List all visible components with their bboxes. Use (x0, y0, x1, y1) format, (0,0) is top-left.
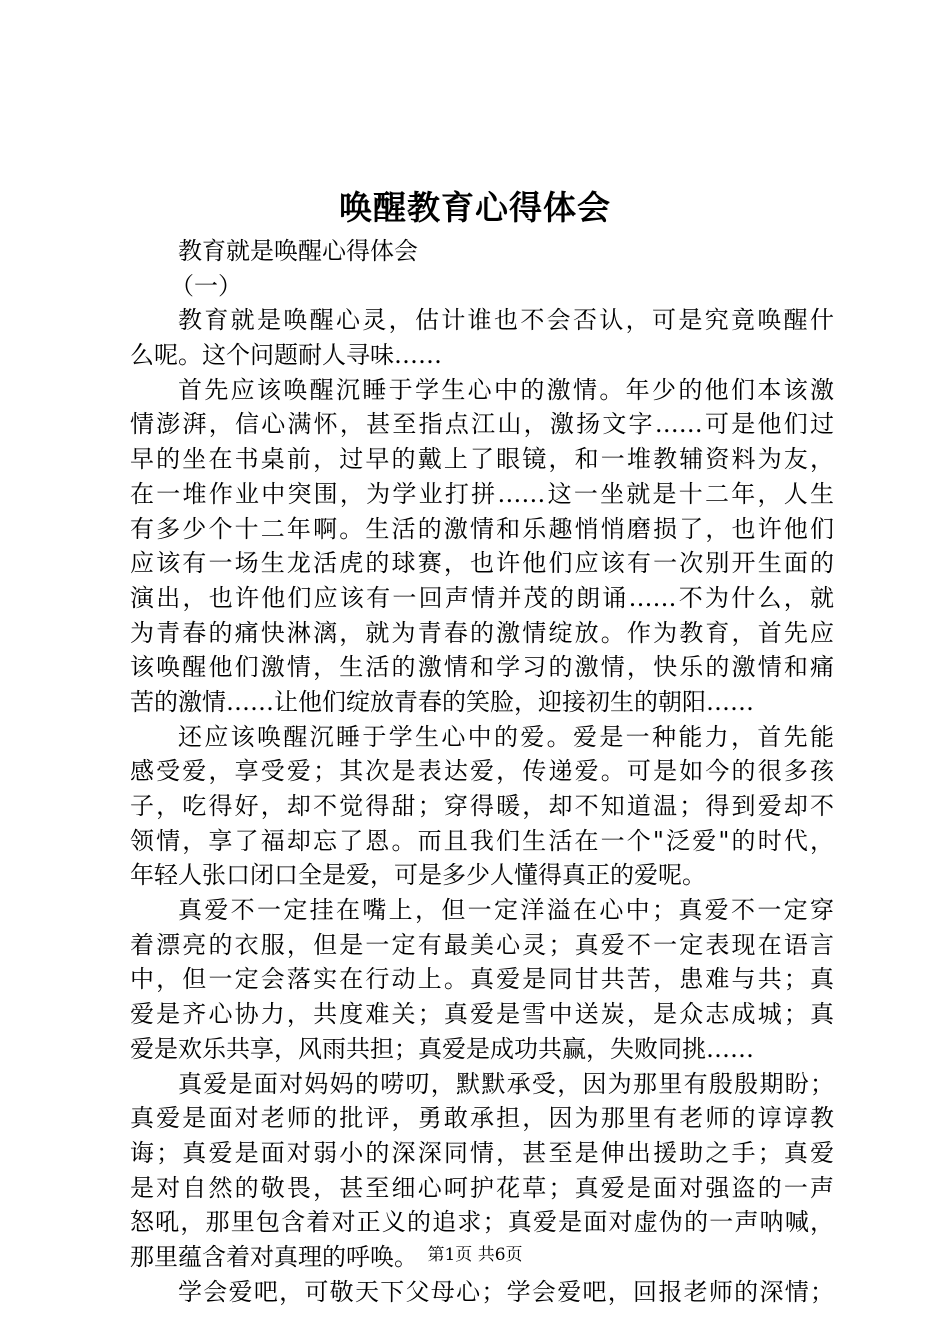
paragraph-line: 在一堆作业中突围，为学业打拼……这一坐就是十二年，人生 (130, 479, 834, 508)
paragraph-line: 该唤醒他们激情，生活的激情和学习的激情，快乐的激情和痛 (130, 653, 834, 682)
paragraph-line: 应该有一场生龙活虎的球赛，也许他们应该有一次别开生面的 (130, 549, 834, 578)
paragraph-line: 感受爱，享受爱；其次是表达爱，传递爱。可是如今的很多孩 (130, 757, 834, 786)
paragraph-line: 有多少个十二年啊。生活的激情和乐趣悄悄磨损了，也许他们 (130, 514, 834, 543)
paragraph-line: 爱是欢乐共享，风雨共担；真爱是成功共赢，失败同挑…… (130, 1034, 754, 1063)
paragraph (130, 720, 834, 893)
paragraph-line: 那里蕴含着对真理的呼唤。 (130, 1242, 418, 1271)
paragraph-line: 怒吼，那里包含着对正义的追求；真爱是面对虚伪的一声呐喊， (130, 1208, 834, 1237)
paragraph-line: 教育就是唤醒心灵，估计谁也不会否认，可是究竟唤醒什 (178, 306, 834, 335)
paragraph-line: 苦的激情……让他们绽放青春的笑脸，迎接初生的朝阳…… (130, 687, 754, 716)
paragraph (130, 373, 834, 720)
paragraph-line: 爱是齐心协力，共度难关；真爱是雪中送炭，是众志成城；真 (130, 1000, 834, 1029)
paragraph-line: 诲；真爱是面对弱小的深深同情，甚至是伸出援助之手；真爱 (130, 1138, 834, 1167)
paragraph-line: 是对自然的敬畏，甚至细心呵护花草；真爱是面对强盗的一声 (130, 1173, 834, 1202)
paragraph-line: 还应该唤醒沉睡于学生心中的爱。爱是一种能力，首先能 (178, 722, 834, 751)
document-subtitle: 教育就是唤醒心得体会 (178, 237, 418, 265)
paragraph-line: 早的坐在书桌前，过早的戴上了眼镜，和一堆教辅资料为友， (130, 445, 834, 474)
paragraph-line: 着漂亮的衣服，但是一定有最美心灵；真爱不一定表现在语言 (130, 930, 834, 959)
paragraph (130, 303, 834, 372)
paragraph-line: 情澎湃，信心满怀，甚至指点江山，激扬文字……可是他们过 (130, 410, 834, 439)
paragraph-container (130, 303, 834, 1309)
paragraph-line: 子，吃得好，却不觉得甜；穿得暖，却不知道温；得到爱却不 (130, 792, 834, 820)
paragraph-line: 首先应该唤醒沉睡于学生心中的激情。年少的他们本该激 (178, 375, 834, 404)
paragraph-line: 真爱是面对老师的批评，勇敢承担，因为那里有老师的谆谆教 (130, 1104, 834, 1133)
section-heading: （一） (170, 271, 242, 300)
paragraph-line: 学会爱吧，可敬天下父母心；学会爱吧，回报老师的深情； (178, 1277, 834, 1306)
paragraph-line: 演出，也许他们应该有一回声情并茂的朗诵……不为什么，就 (130, 583, 834, 612)
document-title: 唤醒教育心得体会 (339, 188, 611, 227)
document-body (130, 234, 834, 1309)
paragraph-line: 中，但一定会落实在行动上。真爱是同甘共苦，患难与共；真 (130, 965, 834, 994)
paragraph-line: 真爱不一定挂在嘴上，但一定洋溢在心中；真爱不一定穿 (178, 896, 834, 925)
paragraph-line: 么呢。这个问题耐人寻味…… (130, 341, 442, 370)
paragraph-line: 领情，享了福却忘了恩。而且我们生活在一个"泛爱"的时代， (130, 826, 834, 855)
paragraph-line: 为青春的痛快淋漓，就为青春的激情绽放。作为教育，首先应 (130, 618, 834, 647)
page-footer: 第1页 共6页 (427, 1245, 523, 1265)
paragraph-line: 真爱是面对妈妈的唠叨，默默承受，因为那里有殷殷期盼； (178, 1069, 834, 1098)
paragraph (130, 893, 834, 1066)
paragraph (130, 1275, 834, 1310)
paragraph-line: 年轻人张口闭口全是爱，可是多少人懂得真正的爱呢。 (130, 861, 706, 890)
